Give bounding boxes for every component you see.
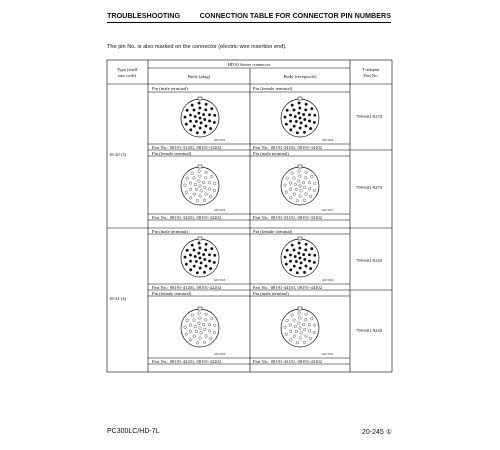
pin-dot bbox=[204, 109, 207, 112]
pin-dot bbox=[196, 131, 199, 134]
pin-dot bbox=[193, 249, 196, 252]
pin-dot bbox=[309, 195, 312, 198]
pin-dot bbox=[289, 260, 292, 263]
pin-dot bbox=[191, 104, 194, 107]
pin-dot bbox=[189, 197, 192, 200]
col-type-line1: Type (shell bbox=[116, 67, 138, 72]
pin-dot bbox=[185, 263, 188, 266]
pin-dot bbox=[293, 249, 296, 252]
block3-rec-part: Part No.: 08191-44101, 08191-44102 bbox=[253, 285, 323, 290]
pin-dot bbox=[294, 183, 297, 186]
block1-adapter: 799-601-9270 bbox=[356, 114, 383, 119]
pin-dot bbox=[208, 253, 211, 256]
pin-dot bbox=[199, 327, 202, 330]
pin-dot bbox=[199, 127, 202, 130]
pin-dot bbox=[291, 244, 294, 247]
intro-note: The pin No. is also marked on the connector (electric wire insertion end). bbox=[107, 44, 287, 50]
pin-dot bbox=[199, 117, 202, 120]
pin-dot bbox=[205, 243, 208, 246]
pin-dot bbox=[213, 254, 216, 257]
pin-dot bbox=[189, 260, 192, 263]
pin-dot bbox=[193, 125, 196, 128]
col-receptacle: Body (receptacle) bbox=[283, 74, 317, 79]
pin-dot bbox=[299, 267, 302, 270]
block3-rec-pin: Pin (female terminal) bbox=[253, 229, 293, 234]
pin-dot bbox=[208, 188, 211, 191]
pin-dot bbox=[198, 102, 201, 105]
pin-dot bbox=[208, 260, 211, 263]
pin-dot bbox=[303, 258, 306, 261]
pin-dot bbox=[204, 177, 207, 180]
pin-dot bbox=[205, 125, 208, 128]
pin-dot bbox=[198, 170, 201, 173]
pin-dot bbox=[186, 109, 189, 112]
pin-dot bbox=[210, 107, 213, 110]
pin-dot bbox=[194, 255, 197, 258]
pin-dot bbox=[199, 337, 202, 340]
pin-dot bbox=[189, 330, 192, 333]
pin-dot bbox=[193, 335, 196, 338]
pin-dot bbox=[289, 269, 292, 272]
block4-plug-part: Part No.: 08191-42201, 08191-42202 bbox=[152, 359, 222, 364]
pin-dot bbox=[289, 197, 292, 200]
pin-dot bbox=[213, 261, 216, 264]
pin-dot bbox=[191, 314, 194, 317]
pin-dot bbox=[293, 193, 296, 196]
pin-dot bbox=[293, 265, 296, 268]
pin-dot bbox=[202, 253, 205, 256]
pin-dot bbox=[185, 191, 188, 194]
pin-dot bbox=[302, 253, 305, 256]
pin-dot bbox=[203, 271, 206, 274]
pin-dot bbox=[199, 175, 202, 178]
pin-dot bbox=[303, 271, 306, 274]
pin-dot bbox=[205, 335, 208, 338]
pin-dot bbox=[293, 335, 296, 338]
pin-dot bbox=[295, 260, 298, 263]
pin-dot bbox=[189, 269, 192, 272]
pin-dot bbox=[198, 112, 201, 115]
pin-dot bbox=[189, 339, 192, 342]
pin-dot bbox=[298, 102, 301, 105]
pin-dot bbox=[310, 175, 313, 178]
pin-dot bbox=[196, 199, 199, 202]
pin-dot bbox=[293, 177, 296, 180]
pin-dot bbox=[302, 113, 305, 116]
pin-dot bbox=[305, 335, 308, 338]
pin-dot bbox=[296, 271, 299, 274]
receptacle-connector-diagram-b2 bbox=[281, 165, 319, 205]
pin-dot bbox=[198, 322, 201, 325]
plug-connector-diagram-b4 bbox=[181, 307, 219, 347]
pin-dot bbox=[289, 120, 292, 123]
pin-dot bbox=[202, 113, 205, 116]
pin-dot bbox=[299, 107, 302, 110]
pin-dot bbox=[209, 267, 212, 270]
section-title: TROUBLESHOOTING bbox=[107, 11, 181, 20]
pin-dot bbox=[300, 190, 303, 193]
pin-dot bbox=[202, 323, 205, 326]
pin-dot bbox=[298, 180, 301, 183]
pin-dot bbox=[304, 249, 307, 252]
pin-dot bbox=[205, 313, 208, 316]
pin-dot bbox=[293, 125, 296, 128]
pin-dot bbox=[296, 341, 299, 344]
pin-dot bbox=[299, 127, 302, 130]
block2-rec-pin: Pin (male terminal) bbox=[253, 151, 289, 156]
pin-dot bbox=[289, 330, 292, 333]
pin-dot bbox=[302, 323, 305, 326]
pin-dot bbox=[305, 243, 308, 246]
plug-connector-diagram-b2 bbox=[181, 165, 219, 205]
block3-adapter: 799-601-9240 bbox=[356, 258, 383, 263]
pin-dot bbox=[313, 324, 316, 327]
block1-rec-code: SAP 0625 bbox=[322, 139, 334, 142]
pin-dot bbox=[305, 193, 308, 196]
pin-dot bbox=[286, 177, 289, 180]
pin-dot bbox=[298, 252, 301, 255]
pin-dot bbox=[185, 333, 188, 336]
block1-plug-part: Part No.: 08191-31201, 08191-31202 bbox=[152, 145, 222, 150]
pin-dot bbox=[198, 242, 201, 245]
pin-dot bbox=[208, 181, 211, 184]
pin-dot bbox=[189, 324, 192, 327]
footer-page-number: 20-245 ① bbox=[361, 429, 392, 436]
pin-dot bbox=[303, 118, 306, 121]
pin-dot bbox=[295, 330, 298, 333]
pin-dot bbox=[213, 182, 216, 185]
pin-dot bbox=[289, 339, 292, 342]
pin-dot bbox=[289, 254, 292, 257]
pin-dot bbox=[203, 328, 206, 331]
pin-dot bbox=[285, 263, 288, 266]
pin-dot bbox=[309, 337, 312, 340]
col-series: HD30 Series connector bbox=[227, 62, 271, 67]
pin-dot bbox=[285, 333, 288, 336]
pin-dot bbox=[203, 341, 206, 344]
pin-dot bbox=[286, 109, 289, 112]
pin-dot bbox=[205, 193, 208, 196]
pin-dot bbox=[298, 112, 301, 115]
block4-rec-part: Part No.: 08191-43101, 08191-43102 bbox=[253, 359, 323, 364]
pin-dot bbox=[289, 114, 292, 117]
pin-dot bbox=[284, 326, 287, 329]
pin-dot bbox=[298, 170, 301, 173]
pin-dot bbox=[293, 319, 296, 322]
pin-dot bbox=[195, 330, 198, 333]
pin-dot bbox=[191, 244, 194, 247]
pin-dot bbox=[303, 328, 306, 331]
pin-dot bbox=[200, 122, 203, 125]
pin-dot bbox=[194, 325, 197, 328]
pin-dot bbox=[313, 182, 316, 185]
pin-dot bbox=[203, 131, 206, 134]
pin-dot bbox=[195, 120, 198, 123]
pin-dot bbox=[203, 118, 206, 121]
pin-dot bbox=[205, 265, 208, 268]
receptacle-connector-diagram-b4 bbox=[281, 307, 319, 347]
pin-dot bbox=[289, 129, 292, 132]
pin-dot bbox=[198, 180, 201, 183]
pin-dot bbox=[208, 113, 211, 116]
pin-dot bbox=[310, 247, 313, 250]
pin-dot bbox=[199, 317, 202, 320]
pin-dot bbox=[193, 177, 196, 180]
pin-dot bbox=[308, 120, 311, 123]
pin-dot bbox=[299, 257, 302, 260]
col-type-line2: size code) bbox=[117, 73, 137, 78]
pin-dot bbox=[296, 131, 299, 134]
block3-plug-part: Part No.: 08191-41201, 08191-42202 bbox=[152, 285, 222, 290]
pin-dot bbox=[208, 120, 211, 123]
block2-adapter: 799-601-9270 bbox=[356, 185, 383, 190]
pin-dot bbox=[286, 319, 289, 322]
pin-dot bbox=[299, 337, 302, 340]
block4-adapter: 799-601-9240 bbox=[356, 328, 383, 333]
pin-dot bbox=[305, 171, 308, 174]
pin-dot bbox=[299, 175, 302, 178]
pin-dot bbox=[210, 247, 213, 250]
pin-dot bbox=[300, 262, 303, 265]
pin-dot bbox=[308, 188, 311, 191]
pin-dot bbox=[309, 127, 312, 130]
pin-dot bbox=[185, 123, 188, 126]
pin-dot bbox=[199, 257, 202, 260]
pin-dot bbox=[295, 188, 298, 191]
block4-rec-code: SAP 0631 bbox=[322, 353, 334, 356]
pin-dot bbox=[313, 331, 316, 334]
col-adapter-line2: Part No. bbox=[363, 73, 379, 78]
pin-dot bbox=[299, 317, 302, 320]
pin-dot bbox=[184, 116, 187, 119]
table-frame bbox=[107, 60, 392, 372]
pin-dot bbox=[194, 115, 197, 118]
pin-dot bbox=[199, 195, 202, 198]
pin-dot bbox=[186, 177, 189, 180]
pin-dot bbox=[189, 188, 192, 191]
pin-dot bbox=[208, 323, 211, 326]
pin-dot bbox=[203, 258, 206, 261]
pin-dot bbox=[284, 116, 287, 119]
pin-dot bbox=[303, 131, 306, 134]
pin-dot bbox=[191, 172, 194, 175]
pin-dot bbox=[209, 337, 212, 340]
pin-dot bbox=[285, 123, 288, 126]
type-group-2: 18-21 (4) bbox=[109, 296, 127, 301]
pin-dot bbox=[313, 121, 316, 124]
pin-dot bbox=[299, 247, 302, 250]
block4-rec-pin: Pin (male terminal) bbox=[253, 291, 289, 296]
block2-rec-code: SAP 0627 bbox=[322, 209, 334, 212]
pin-dot bbox=[196, 341, 199, 344]
pin-dot bbox=[313, 254, 316, 257]
pin-dot bbox=[308, 330, 311, 333]
pin-dot bbox=[186, 249, 189, 252]
pin-dot bbox=[308, 260, 311, 263]
pin-dot bbox=[294, 325, 297, 328]
pin-dot bbox=[210, 317, 213, 320]
pin-dot bbox=[213, 121, 216, 124]
pin-dot bbox=[303, 199, 306, 202]
col-adapter-line1: T-adapter bbox=[362, 67, 380, 72]
pin-dot bbox=[296, 199, 299, 202]
pin-dot bbox=[295, 120, 298, 123]
block1-plug-code: SAP 0624 bbox=[214, 139, 226, 142]
pin-dot bbox=[208, 330, 211, 333]
block2-plug-code: SAP 0626 bbox=[214, 209, 226, 212]
pin-dot bbox=[195, 188, 198, 191]
pin-dot bbox=[198, 312, 201, 315]
pin-dot bbox=[313, 189, 316, 192]
block3-rec-code: SAP 0629 bbox=[322, 279, 334, 282]
pin-dot bbox=[205, 103, 208, 106]
pin-dot bbox=[200, 332, 203, 335]
pin-dot bbox=[298, 242, 301, 245]
receptacle-connector-diagram-b3 bbox=[281, 237, 319, 277]
pin-dot bbox=[204, 319, 207, 322]
pin-dot bbox=[284, 256, 287, 259]
pin-dot bbox=[199, 185, 202, 188]
pin-dot bbox=[308, 323, 311, 326]
pin-dot bbox=[291, 314, 294, 317]
block2-plug-part: Part No.: 08191-32201, 08191-32202 bbox=[152, 215, 222, 220]
pin-dot bbox=[299, 195, 302, 198]
pin-dot bbox=[189, 120, 192, 123]
pin-dot bbox=[304, 319, 307, 322]
pin-dot bbox=[298, 312, 301, 315]
pin-dot bbox=[308, 181, 311, 184]
pin-dot bbox=[300, 122, 303, 125]
pin-dot bbox=[189, 114, 192, 117]
pin-dot bbox=[305, 313, 308, 316]
plug-connector-diagram-b3 bbox=[181, 237, 219, 277]
pin-dot bbox=[209, 127, 212, 130]
pin-dot bbox=[298, 322, 301, 325]
pin-dot bbox=[308, 113, 311, 116]
pin-dot bbox=[303, 186, 306, 189]
pin-dot bbox=[289, 182, 292, 185]
block2-plug-pin: Pin (female terminal) bbox=[152, 151, 192, 156]
plug-connector-diagram-b1 bbox=[181, 97, 219, 137]
pin-dot bbox=[310, 107, 313, 110]
pin-dot bbox=[193, 109, 196, 112]
pin-dot bbox=[293, 109, 296, 112]
pin-dot bbox=[313, 261, 316, 264]
pin-dot bbox=[313, 114, 316, 117]
pin-dot bbox=[184, 256, 187, 259]
pin-dot bbox=[189, 129, 192, 132]
pin-dot bbox=[289, 188, 292, 191]
pin-dot bbox=[203, 186, 206, 189]
pin-dot bbox=[305, 103, 308, 106]
pin-dot bbox=[213, 189, 216, 192]
pin-dot bbox=[184, 326, 187, 329]
pin-dot bbox=[189, 182, 192, 185]
pin-dot bbox=[213, 114, 216, 117]
pin-dot bbox=[199, 247, 202, 250]
block4-plug-code: SAP 0630 bbox=[214, 353, 226, 356]
block1-plug-pin: Pin (male terminal) bbox=[152, 86, 188, 91]
pin-dot bbox=[308, 253, 311, 256]
block1-rec-part: Part No.: 08191-34101, 08191-34102 bbox=[253, 145, 323, 150]
pin-dot bbox=[285, 191, 288, 194]
pin-dot bbox=[299, 185, 302, 188]
pin-dot bbox=[193, 319, 196, 322]
block4-plug-pin: Pin (female terminal) bbox=[152, 291, 192, 296]
block3-plug-code: SAP 0628 bbox=[214, 279, 226, 282]
pin-dot bbox=[199, 267, 202, 270]
pin-dot bbox=[186, 319, 189, 322]
pin-dot bbox=[310, 317, 313, 320]
pin-dot bbox=[304, 177, 307, 180]
type-group-1: 18-20 (3) bbox=[109, 152, 127, 157]
pin-dot bbox=[198, 252, 201, 255]
col-plug: Body (plug) bbox=[187, 74, 211, 79]
pin-dot bbox=[305, 265, 308, 268]
receptacle-connector-diagram-b1 bbox=[281, 97, 319, 137]
pin-dot bbox=[194, 183, 197, 186]
pin-dot bbox=[309, 267, 312, 270]
pin-dot bbox=[299, 327, 302, 330]
pin-dot bbox=[200, 262, 203, 265]
pin-dot bbox=[193, 265, 196, 268]
pin-dot bbox=[199, 107, 202, 110]
pin-dot bbox=[210, 175, 213, 178]
pin-dot bbox=[294, 115, 297, 118]
pin-dot bbox=[204, 249, 207, 252]
pin-dot bbox=[291, 104, 294, 107]
pin-dot bbox=[195, 260, 198, 263]
pin-dot bbox=[209, 195, 212, 198]
pin-dot bbox=[203, 199, 206, 202]
pin-dot bbox=[299, 117, 302, 120]
pin-dot bbox=[304, 109, 307, 112]
block3-plug-pin: Pin (male terminal) bbox=[152, 229, 188, 234]
pin-dot bbox=[213, 331, 216, 334]
pin-dot bbox=[213, 324, 216, 327]
pin-dot bbox=[200, 190, 203, 193]
pin-dot bbox=[284, 184, 287, 187]
pin-dot bbox=[303, 341, 306, 344]
pin-dot bbox=[302, 181, 305, 184]
pin-dot bbox=[305, 125, 308, 128]
block1-rec-pin: Pin (female terminal) bbox=[253, 86, 293, 91]
block2-rec-part: Part No.: 08191-33101, 08191-33102 bbox=[253, 215, 323, 220]
pin-dot bbox=[205, 171, 208, 174]
pin-dot bbox=[291, 172, 294, 175]
pin-dot bbox=[300, 332, 303, 335]
footer-model: PC300LC/HD-7L bbox=[107, 428, 160, 435]
pin-dot bbox=[184, 184, 187, 187]
pin-dot bbox=[294, 255, 297, 258]
pin-dot bbox=[286, 249, 289, 252]
pin-dot bbox=[202, 181, 205, 184]
page-title: CONNECTION TABLE FOR CONNECTOR PIN NUMBERS bbox=[199, 11, 391, 20]
pin-dot bbox=[189, 254, 192, 257]
pin-dot bbox=[289, 324, 292, 327]
pin-dot bbox=[193, 193, 196, 196]
pin-dot bbox=[196, 271, 199, 274]
